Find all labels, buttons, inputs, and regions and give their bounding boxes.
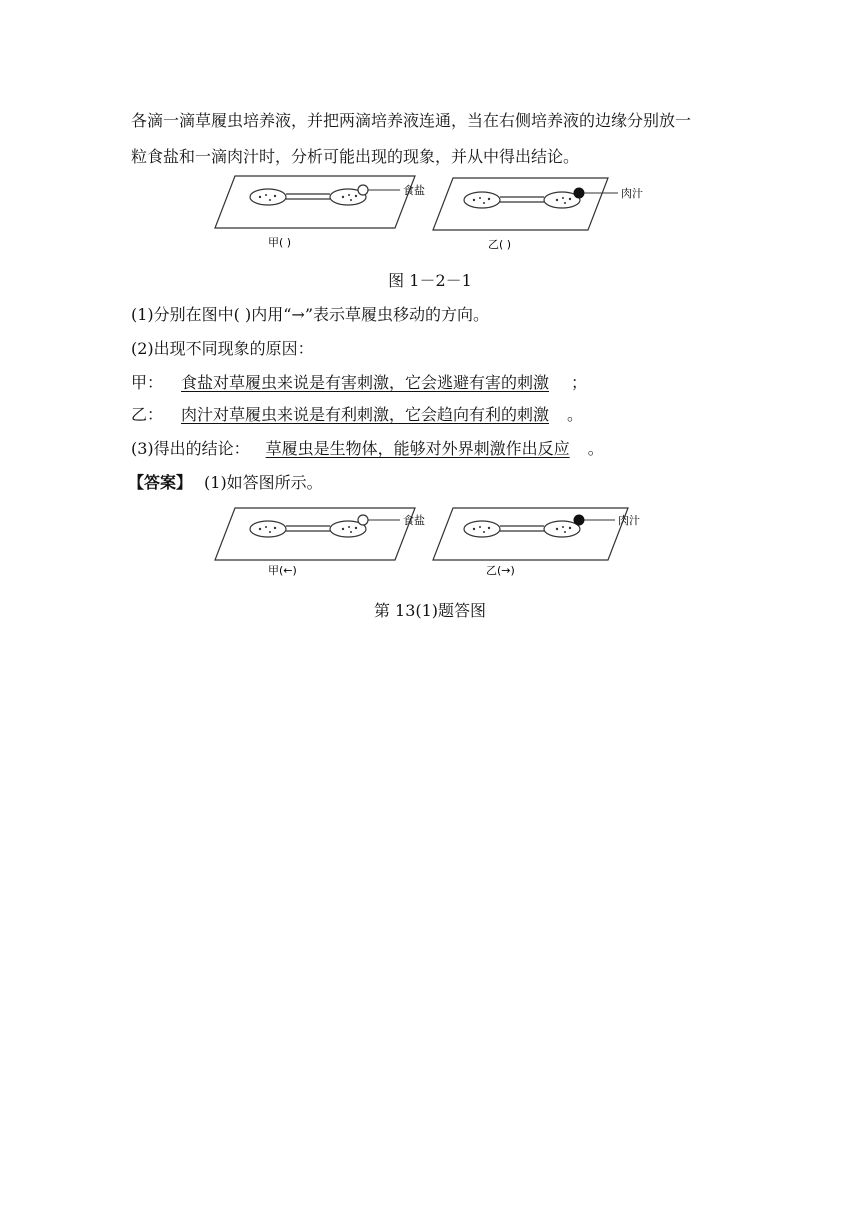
answer-yi-suffix: 。 [567, 405, 584, 424]
figure-2 [210, 504, 650, 590]
answer-jia-row [131, 372, 587, 394]
answer-jia-prefix: 甲： [131, 373, 164, 392]
figure1-right-caption: 乙( ) [488, 238, 512, 251]
answer-row [128, 472, 323, 494]
figure2-left-caption: 甲(←) [268, 564, 297, 577]
answer-jia-suffix: ； [571, 373, 588, 392]
figure2-left-stimulus: 食盐 [403, 514, 425, 527]
answer-jia-text: 食盐对草履虫来说是有害刺激，它会逃避有害的刺激 [181, 373, 550, 392]
figure2-caption: 第 13(1)题答图 [373, 601, 487, 620]
slide-right [433, 178, 618, 230]
answer-yi-prefix: 乙： [131, 405, 164, 424]
intro-line-1: 各滴一滴草履虫培养液，并把两滴培养液连通，当在右侧培养液的边缘分别放一 [131, 111, 692, 130]
answer-yi-row [131, 404, 583, 426]
question-2: (2)出现不同现象的原因： [131, 339, 314, 358]
salt-icon [358, 515, 368, 525]
figure1-left-caption: 甲( ) [268, 236, 292, 249]
salt-icon [358, 185, 368, 195]
answer-label: 【答案】 [128, 473, 193, 492]
figure2-right-caption: 乙(→) [486, 564, 515, 577]
figure2-right-stimulus: 肉汁 [618, 514, 640, 527]
question-1: (1)分别在图中( )内用“→”表示草履虫移动的方向。 [131, 305, 490, 324]
intro-line-2: 粒食盐和一滴肉汁时，分析可能出现的现象，并从中得出结论。 [131, 147, 580, 166]
answer-text: (1)如答图所示。 [204, 473, 323, 492]
question-3-suffix: 。 [587, 439, 604, 458]
figure1-left-stimulus: 食盐 [403, 184, 425, 197]
answer-slide-right [433, 508, 628, 560]
answer-yi-text: 肉汁对草履虫来说是有利刺激，它会趋向有利的刺激 [181, 405, 550, 424]
meat-juice-icon [574, 515, 584, 525]
figure1-right-stimulus: 肉汁 [621, 187, 643, 200]
question-3-row [131, 438, 604, 460]
figure-1 [210, 172, 650, 258]
figure1-caption: 图 1－2－1 [388, 271, 472, 290]
meat-juice-icon [574, 188, 584, 198]
question-3-answer: 草履虫是生物体，能够对外界刺激作出反应 [265, 439, 570, 458]
slide-left [215, 176, 415, 228]
answer-slide-left [215, 508, 415, 560]
question-3-prefix: (3)得出的结论： [131, 439, 250, 458]
